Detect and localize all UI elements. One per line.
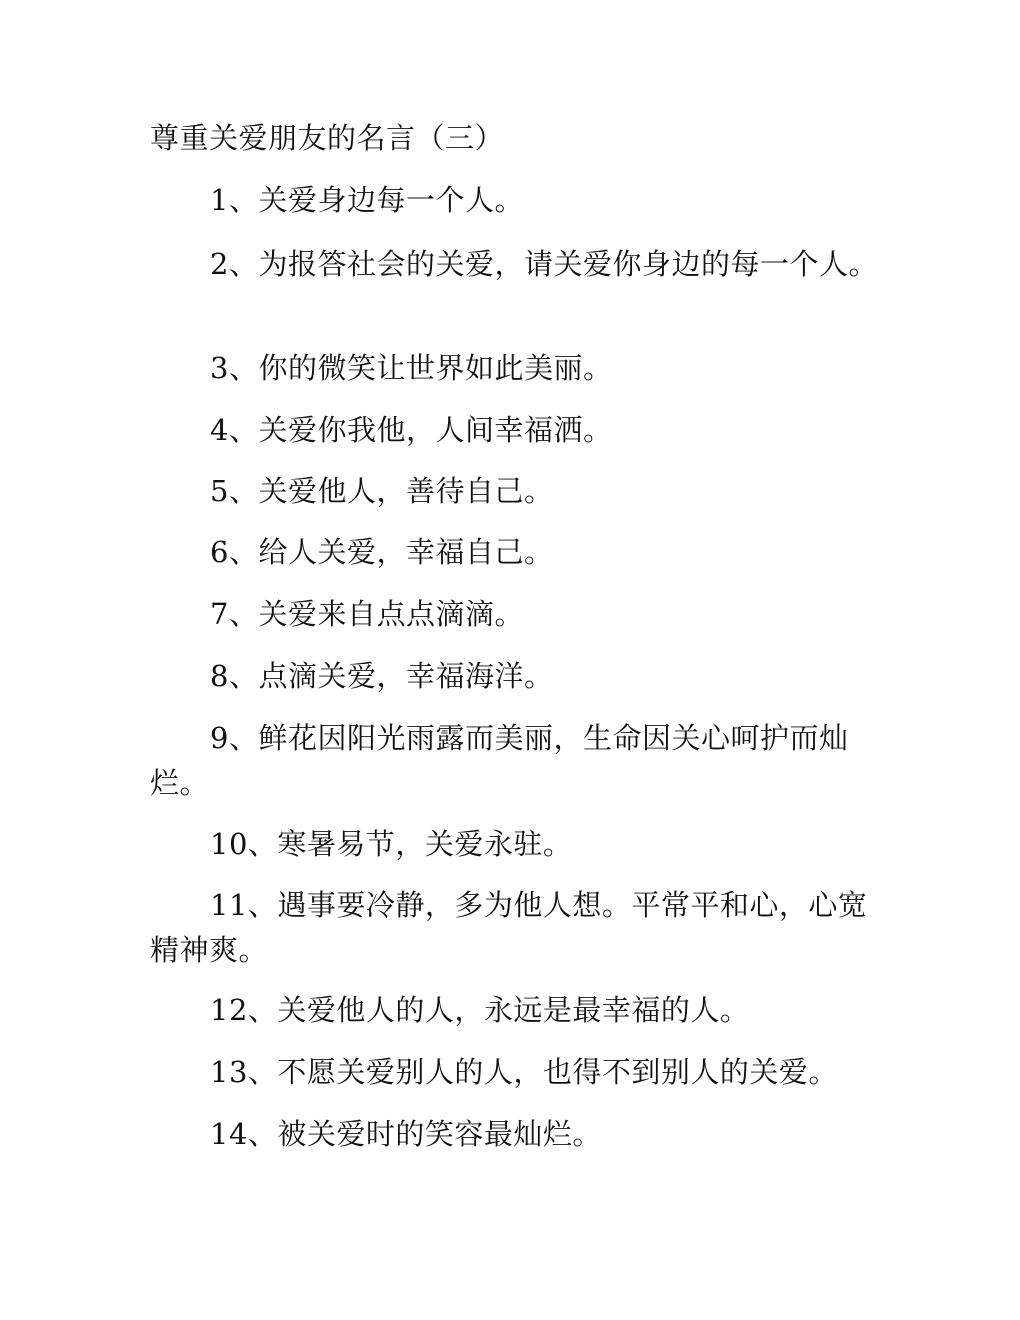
quote-item-1: 1、关爱身边每一个人。 (210, 183, 524, 217)
document-title: 尊重关爱朋友的名言（三） (150, 121, 505, 155)
quote-item-9: 9、鲜花因阳光雨露而美丽，生命因关心呵护而灿烂。 (150, 721, 849, 800)
quote-item-11: 11、遇事要冷静，多为他人想。平常平和心，心宽精神爽。 (150, 888, 868, 967)
quote-item-2: 2、为报答社会的关爱，请关爱你身边的每一个人。 (210, 247, 878, 281)
quote-item-10: 10、寒暑易节，关爱永驻。 (210, 827, 573, 861)
quote-item-13: 13、不愿关爱别人的人，也得不到别人的关爱。 (210, 1055, 838, 1089)
quote-item-3: 3、你的微笑让世界如此美丽。 (210, 351, 613, 385)
quote-item-7: 7、关爱来自点点滴滴。 (210, 597, 524, 631)
quote-item-4: 4、关爱你我他，人间幸福洒。 (210, 413, 613, 447)
quote-item-5: 5、关爱他人，善待自己。 (210, 474, 554, 508)
quote-item-12: 12、关爱他人的人，永远是最幸福的人。 (210, 993, 750, 1027)
quote-item-8: 8、点滴关爱，幸福海洋。 (210, 659, 554, 693)
quote-item-14: 14、被关爱时的笑容最灿烂。 (210, 1117, 602, 1151)
quote-item-6: 6、给人关爱，幸福自己。 (210, 535, 554, 569)
